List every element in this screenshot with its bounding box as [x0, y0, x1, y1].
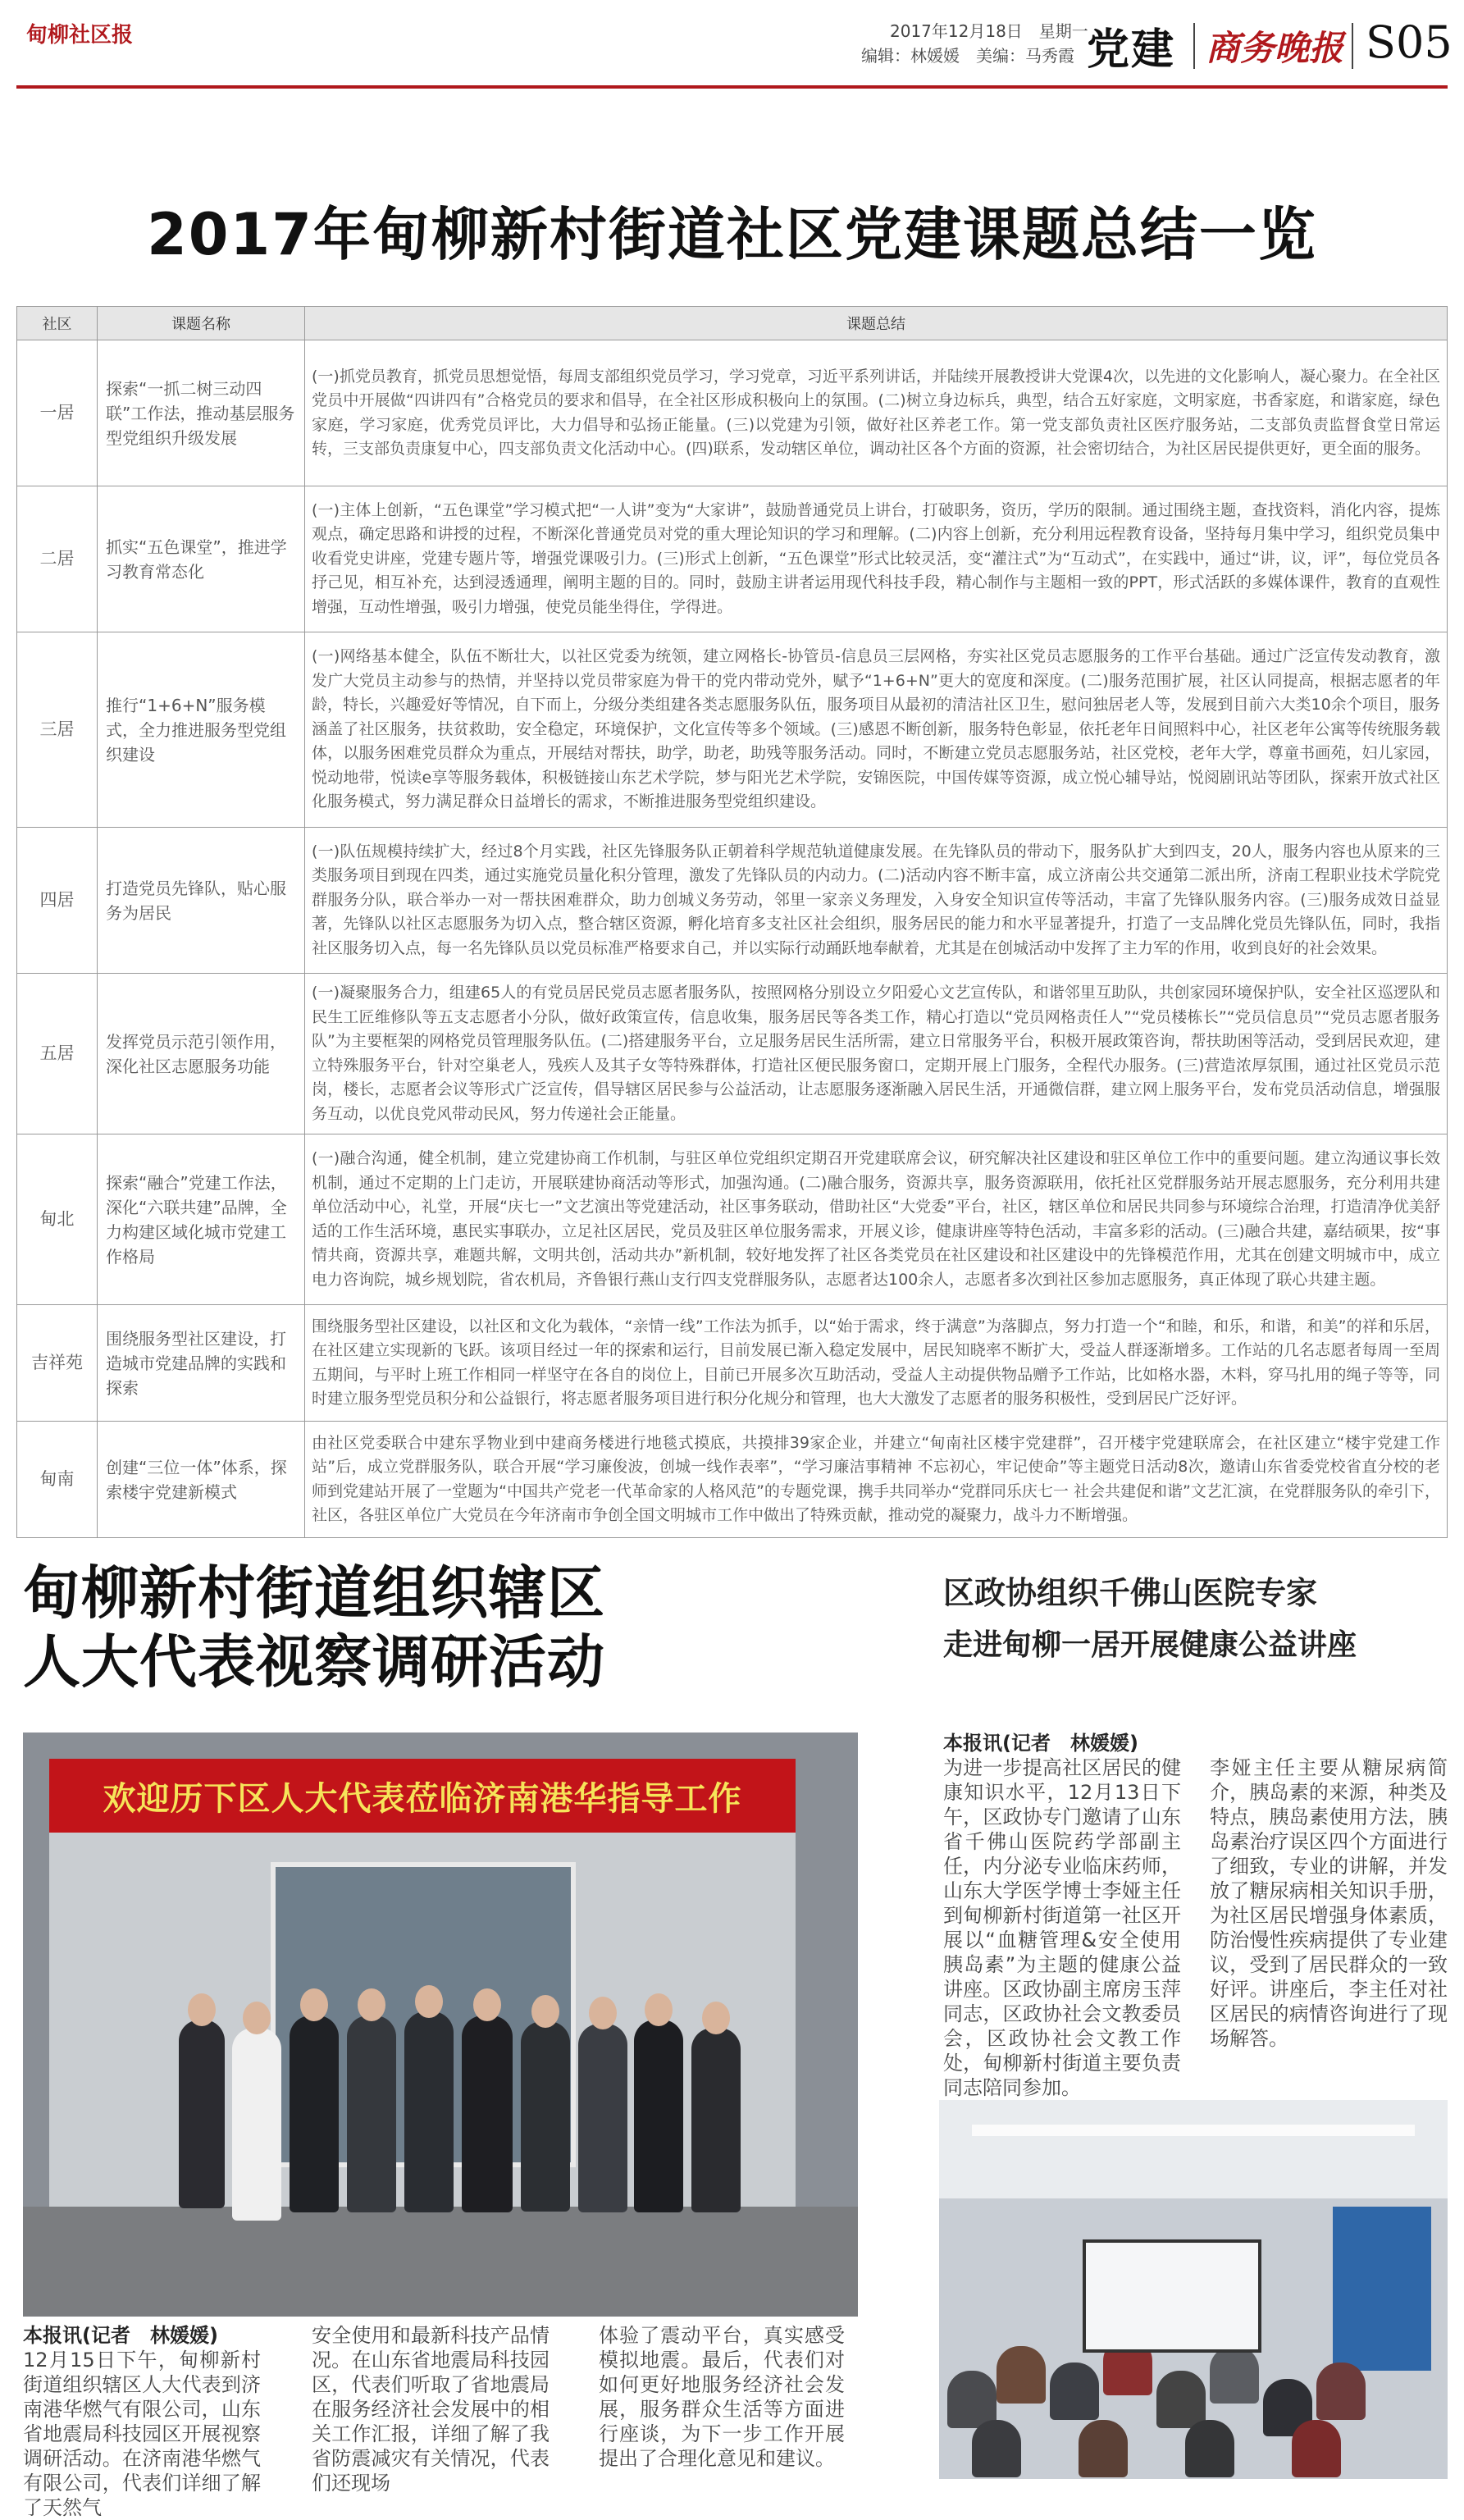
headline-line: 走进甸柳一居开展健康公益讲座: [943, 1628, 1357, 1662]
column-header: 社区: [17, 307, 98, 340]
community-cell: 甸北: [17, 1134, 98, 1305]
summary-table: [16, 306, 1448, 1538]
column-header: 课题名称: [98, 307, 305, 340]
table-row: [17, 632, 1448, 828]
byline: 本报讯(记者 林媛媛): [943, 1732, 1138, 1755]
community-cell: 甸南: [17, 1422, 98, 1538]
table-row: [17, 486, 1448, 632]
page-number: S05: [1366, 16, 1453, 68]
article-left-col1: [23, 2323, 261, 2520]
article-left-headline: [23, 1559, 605, 1696]
topic-cell: 探索“一抓二树三动四联”工作法，推动基层服务型党组织升级发展: [98, 340, 305, 486]
byline: 本报讯(记者 林媛媛): [23, 2324, 218, 2347]
issue-date: 2017年12月18日 星期一: [890, 21, 1088, 41]
topic-cell: 探索“融合”党建工作法，深化“六联共建”品牌，全力构建区域化城市党建工作格局: [98, 1134, 305, 1305]
article-right-headline: [943, 1567, 1357, 1672]
topic-cell: 创建“三位一体”体系，探索楼宇党建新模式: [98, 1422, 305, 1538]
header-divider: [1352, 23, 1353, 69]
table-row: [17, 340, 1448, 486]
photo-people: [23, 1732, 858, 2317]
table-row: [17, 1305, 1448, 1422]
summary-cell: 围绕服务型社区建设，以社区和文化为载体，“亲情一线”工作法为抓手，以“始于需求，终于满意”为落脚点，努力打造一个“和睦，和乐，和谐，和美”的祥和乐居，在社区建立实现新的飞跃。该项目经过一年的探索和运行，目前发展已渐入稳定发展中，居民知晓率不断扩大，受益人群逐渐增多。工作站的几名志愿者每周一至周五期间，与平时上班工作相同一样坚守在各自的岗位上，目前已开展多次互助活动，受益人主动提供物品赠予工作站，比如格水器，木料，穿马扎用的绳子等等，同时建立服务型党员积分和公益银行，将志愿者服务项目进行积分化规分和管理，也大大激发了志愿者的服务积极性，受到居民广泛好评。: [305, 1305, 1448, 1422]
header-rule: [16, 85, 1448, 89]
column-name: 甸柳社区报: [26, 23, 134, 48]
community-cell: 吉祥苑: [17, 1305, 98, 1422]
column-header: 课题总结: [305, 307, 1448, 340]
body-text: 为进一步提高社区居民的健康知识水平，12月13日下午，区政协专门邀请了山东省千佛山医院药学部副主任，内分泌专业临床药师，山东大学医学博士李娅主任到甸柳新村街道第一社区开展以“血糖管理&安全使用胰岛素”为主题的健康公益讲座。区政协副主席房玉萍同志，区政协社会文教委员会，区政协社会文教工作处，甸柳新村街道主要负责同志陪同参加。: [943, 1756, 1181, 2099]
headline-line: 区政协组织千佛山医院专家: [943, 1575, 1318, 1611]
summary-cell: (一)主体上创新，“五色课堂”学习模式把“一人讲”变为“大家讲”，鼓励普通党员上讲台，打破职务，资历，学历的限制。通过围绕主题，查找资料，消化内容，提炼观点，确定思路和讲授的过程，不断深化普通党员对党的重大理论知识的学习和理解。(二)内容上创新，充分利用远程教育设备，坚持每月集中学习，组织党员集中收看党史讲座，党建专题片等，增强党课吸引力。(三)形式上创新，“五色课堂”形式比较灵活，变“灌注式”为“互动式”，在实践中，通过“讲，议，评”，每位党员各抒己见，相互补充，达到浸透通理，阐明主题的目的。同时，鼓励主讲者运用现代科技手段，精心制作与主题相一致的PPT，形式活跃的多媒体课件，教育的直观性增强，互动性增强，吸引力增强，使党员能坐得住，学得进。: [305, 486, 1448, 632]
headline-line: 人大代表视察调研活动: [23, 1628, 605, 1696]
summary-cell: 由社区党委联合中建东孚物业到中建商务楼进行地毯式摸底，共摸排39家企业，并建立“甸南社区楼宇党建群”，召开楼宇党建联席会，在社区建立“楼宇党建工作站”后，成立党群服务队，联合开展“学习廉俊波，创城一线作表率”，“学习廉洁事精神 不忘初心，牢记使命”等主题党日活动8次，邀请山东省委党校省直分校的老师到党建站开展了一堂题为“中国共产党老一代革命家的人格风范”的专题党课，携手共同举办“党群同乐庆七一 社会共建促和谐”文艺汇演，在党群服务队的牵引下，社区，各驻区单位广大党员在今年济南市争创全国文明城市工作中做出了特殊贡献，推动党的凝聚力，战斗力不断增强。: [305, 1422, 1448, 1538]
article-left-col2: 安全使用和最新科技产品情况。在山东省地震局科技园区，代表们听取了省地震局在服务经济社会发展中的相关工作汇报，详细了解了我省防震减灾有关情况，代表们还现场: [312, 2324, 550, 2495]
page-title: 2017年甸柳新村街道社区党建课题总结一览: [147, 201, 1317, 268]
table-header-row: [17, 307, 1448, 340]
paper-logo: 商务晚报: [1206, 28, 1344, 68]
topic-cell: 抓实“五色课堂”，推进学习教育常态化: [98, 486, 305, 632]
community-cell: 四居: [17, 828, 98, 974]
summary-cell: (一)网络基本健全，队伍不断壮大，以社区党委为统领，建立网格长-协管员-信息员三层网格，夯实社区党员志愿服务的工作平台基础。通过广泛宣传发动教育，激发广大党员主动参与的热情，并坚持以党员带家庭为骨干的党内带动党外，赋予“1+6+N”更大的宽度和深度。(二)服务范围扩展，社区认同提高，根据志愿者的年龄，特长，兴趣爱好等情况，自下而上，分级分类组建各类志愿服务队伍，服务项目从最初的清洁社区卫生，慰问独居老人等，发展到目前六大类10余个项目，服务涵盖了社区服务，扶贫救助，安全稳定，环境保护，文化宣传等多个领域。(三)感恩不断创新，服务特色彰显，依托老年日间照料中心，社区老年公寓等传统服务载体，以服务困难党员群众为重点，开展结对帮扶，助学，助老，助残等服务活动。同时，不断建立党员志愿服务站，社区党校，老年大学，尊童书画苑，妇儿家园，悦动地带，悦读e享等服务载体，积极链接山东艺术学院，梦与阳光艺术学院，安锦医院，中国传媒等资源，成立悦心辅导站，悦阅剧讯站等团队，探索开放式社区化服务模式，努力满足群众日益增长的需求，不断推进服务型党组织建设。: [305, 632, 1448, 828]
community-cell: 一居: [17, 340, 98, 486]
community-cell: 二居: [17, 486, 98, 632]
article-right-col1: [943, 1731, 1181, 2100]
summary-cell: (一)凝聚服务合力，组建65人的有党员居民党员志愿者服务队，按照网格分别设立夕阳爱心文艺宣传队，和谐邻里互助队，共创家园环境保护队，安全社区巡逻队和民生工匠维修队等五支志愿者小分队，做好政策宣传，信息收集，服务居民等各类工作，精心打造以“党员网格责任人”“党员楼栋长”“党员信息员”“党员志愿者服务队”为主要框架的网格党员管理服务队伍。(二)搭建服务平台，立足服务居民生活所需，建立日常服务平台，积极开展政策咨询，帮扶助困等活动，受到居民欢迎，建立特殊服务平台，针对空巢老人，残疾人及其子女等特殊群体，打造社区便民服务窗口，定期开展上门服务，全程代办服务。(三)营造浓厚氛围，通过社区党员示范岗，楼长，志愿者会议等形式广泛宣传，倡导辖区居民参与公益活动，让志愿服务逐渐融入居民生活，开通微信群，建立网上服务平台，发布党员活动信息，增强服务互动，以优良党风带动民风，努力传递社会正能量。: [305, 974, 1448, 1134]
table-row: [17, 1134, 1448, 1305]
header-divider: [1193, 23, 1195, 69]
topic-cell: 推行“1+6+N”服务模式，全力推进服务型党组织建设: [98, 632, 305, 828]
table-row: [17, 1422, 1448, 1538]
article-left-col3: 体验了震动平台，真实感受模拟地震。最后，代表们对如何更好地服务经济社会发展，服务群众生活等方面进行座谈，为下一步工作开展提出了合理化意见和建议。: [599, 2324, 845, 2470]
section-name: 党建: [1087, 25, 1176, 75]
editor-credit: 编辑：林媛媛 美编：马秀霞: [861, 46, 1074, 66]
topic-cell: 打造党员先锋队，贴心服务为居民: [98, 828, 305, 974]
table-row: [17, 828, 1448, 974]
summary-cell: (一)抓党员教育，抓党员思想觉悟，每周支部组织党员学习，学习党章，习近平系列讲话，并陆续开展教授讲大党课4次，以先进的文化影响人，凝心聚力。在全社区党员中开展做“四讲四有”合格党员的要求和倡导，在全社区形成积极向上的氛围。(二)树立身边标兵，典型，结合五好家庭，文明家庭，书香家庭，和谐家庭，绿色家庭，学习家庭，优秀党员评比，大力倡导和弘扬正能量。(三)以党建为引领，做好社区养老工作。第一党支部负责社区医疗服务站，二支部负责监督食堂日常运转，三支部负责康复中心，四支部负责文化活动中心。(四)联系，发动辖区单位，调动社区各个方面的资源，社会密切结合，为社区居民提供更好，更全面的服务。: [305, 340, 1448, 486]
photo-banner: 欢迎历下区人大代表莅临济南港华指导工作: [49, 1759, 796, 1833]
community-cell: 三居: [17, 632, 98, 828]
summary-cell: (一)队伍规模持续扩大，经过8个月实践，社区先锋服务队正朝着科学规范轨道健康发展。在先锋队员的带动下，服务队扩大到四支，20人，服务内容也从原来的三类服务项目到现在四类，通过实施党员量化积分管理，激发了先锋队员的内动力。(二)活动内容不断丰富，成立济南公共交通第二派出所，济南工程职业技术学院党群服务分队，联合举办一对一帮扶困难群众，助力创城义务劳动，邻里一家亲义务理发，入身安全知识宣传等活动，丰富了先锋队服务内容。(三)服务成效日益显著，先锋队以社区志愿服务为切入点，整合辖区资源，孵化培育多支社区社会组织，服务居民的能力和水平显著提升，打造了一支品牌化党员先锋队伍，同时，我指社区服务切入点，每一名先锋队员以党员标准严格要求自己，并以实际行动踊跃地奉献着，尤其是在创城活动中发挥了主力军的作用，收到良好的社会效果。: [305, 828, 1448, 974]
topic-cell: 围绕服务型社区建设，打造城市党建品牌的实践和探索: [98, 1305, 305, 1422]
summary-cell: (一)融合沟通，健全机制，建立党建协商工作机制，与驻区单位党组织定期召开党建联席会议，研究解决社区建设和驻区单位工作中的重要问题。建立沟通议事长效机制，通过不定期的上门走访，开展联建协商活动等形式，加强沟通。(二)融合服务，资源共享，服务资源联用，依托社区党群服务站开展志愿服务，充分利用共建单位活动中心，礼堂，开展“庆七一”文艺演出等党建活动，社区事务联动，借助社区“大党委”平台，社区，辖区单位和居民共同参与环境综合治理，打造清净优美舒适的工作生活环境，惠民实事联办，立足社区居民，党员及驻区单位服务需求，开展义诊，健康讲座等特色活动，丰富多彩的活动。(三)融合共建，嘉结硕果，按“事情共商，资源共享，难题共解，文明共创，活动共办”新机制，较好地发挥了社区各类党员在社区建设和社区建设中的先锋模范作用，尤其在创建文明城市中，成立电力咨询院，城乡规划院，省农机局，齐鲁银行燕山支行四支党群服务队，志愿者达100余人，志愿者多次到社区参加志愿服务，真正体现了联心共建主题。: [305, 1134, 1448, 1305]
article-right-col2: 李娅主任主要从糖尿病简介，胰岛素的来源，种类及特点，胰岛素使用方法，胰岛素治疗误区四个方面进行了细致，专业的讲解，并发放了糖尿病相关知识手册，为社区居民增强身体素质，防治慢性疾病提供了专业建议，受到了居民群众的一致好评。讲座后，李主任对社区居民的病情咨询进行了现场解答。: [1210, 1756, 1448, 2050]
headline-line: 甸柳新村街道组织辖区: [23, 1559, 605, 1627]
topic-cell: 发挥党员示范引领作用，深化社区志愿服务功能: [98, 974, 305, 1134]
community-cell: 五居: [17, 974, 98, 1134]
body-text: 12月15日下午，甸柳新村街道组织辖区人大代表到济南港华燃气有限公司，山东省地震局科技园区开展视察调研活动。在济南港华燃气有限公司，代表们详细了解了天然气: [23, 2349, 261, 2519]
projector-screen: [1083, 2239, 1261, 2353]
table-row: [17, 974, 1448, 1134]
